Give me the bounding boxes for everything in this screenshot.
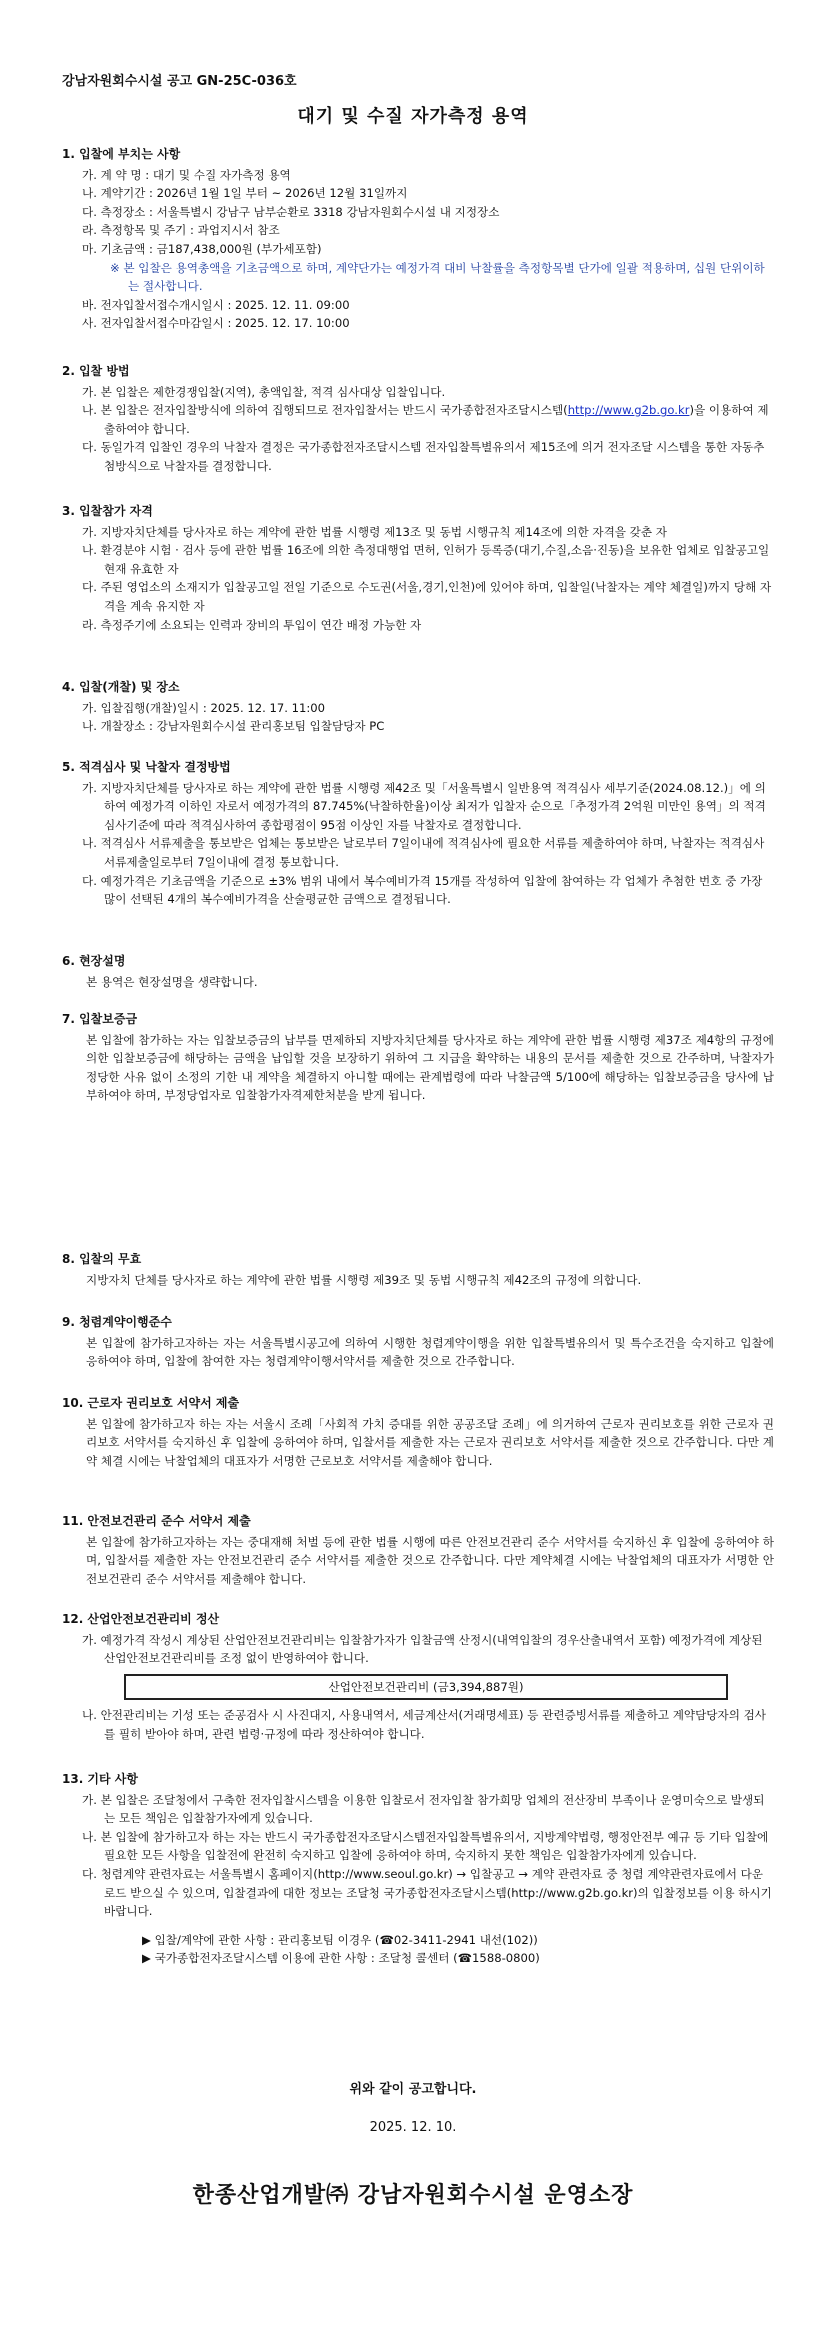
list-item: 나. 본 입찰에 참가하고자 하는 자는 반드시 국가종합전자조달시스템전자입찰특별유의서, 지방계약법령, 행정안전부 예규 등 기타 입찰에 필요한 모든 사항을 입찰전에 완전히 숙지하고 입찰에 응하여야 하며, 숙지하지 못한 책임은 입찰참가자에게 있습니다.: [82, 1829, 769, 1863]
list-item: 다. 측정장소 : 서울특별시 강남구 남부순환로 3318 강남자원회수시설 내 지정장소: [82, 204, 500, 219]
notice-number: 강남자원회수시설 공고 GN-25C-036호: [62, 74, 297, 89]
section-4: [62, 678, 774, 736]
list-item: 나. 개찰장소 : 강남자원회수시설 관리홍보팀 입찰담당자 PC: [82, 719, 385, 734]
page-title: 대기 및 수질 자가측정 용역: [297, 106, 529, 127]
list-item: 다. 예정가격은 기초금액을 기준으로 ±3% 범위 내에서 복수예비가격 15개를 작성하여 입찰에 참여하는 각 업체가 추첨한 번호 중 가장 많이 선택된 4개의 복수예비가격을 산술평균한 금액으로 결정됩니다.: [82, 873, 763, 907]
section-body: 본 입찰에 참가하고자 하는 자는 서울시 조례「사회적 가치 증대를 위한 공공조달 조례」에 의거하여 근로자 권리보호를 위한 근로자 권리보호 서약서를 숙지하신 후 입찰에 응하여야 하며, 입찰서를 제출한 자는 근로자 권리보호 서약서를 제출한 것으로 간주합니다. 다만 계약 체결 시에는 낙찰업체의 대표자가 서명한 근로보호 서약서를 제출해야 합니다.: [86, 1416, 774, 1468]
list-item: 마. 기초금액 : 금187,438,000원 (부가세포함): [82, 241, 322, 256]
list-item-text: 나. 본 입찰은 전자입찰방식에 의하여 집행되므로 전자입찰서는 반드시 국가종합전자조달시스템(: [82, 403, 568, 418]
section-8: [62, 1250, 774, 1289]
g2b-link[interactable]: http://www.g2b.go.kr: [567, 403, 690, 418]
list-item: 라. 측정항목 및 주기 : 과업지시서 참조: [82, 223, 280, 238]
list-item-text: )을 이용하여 제출하여야 합니다.: [104, 403, 769, 436]
contact-g2b: ▶ 국가종합전자조달시스템 이용에 관한 사항 : 조달청 콜센터 (☎1588-0800): [142, 1951, 540, 1966]
notice-date: 2025. 12. 10.: [369, 2120, 457, 2135]
section-6: [62, 952, 774, 991]
section-9: [62, 1313, 774, 1371]
section-heading: 8. 입찰의 무효: [62, 1252, 142, 1266]
section-heading: 4. 입찰(개찰) 및 장소: [62, 680, 180, 694]
section-body: 본 입찰에 참가하는 자는 입찰보증금의 납부를 면제하되 지방자치단체를 당사자로 하는 계약에 관한 법률 시행령 제37조 제4항의 규정에 의한 입찰보증금에 해당하는 금액을 납입할 것을 보장하기 위하여 그 지급을 확약하는 내용의 문서를 제출한 것으로 간주하며, 낙찰자가 정당한 사유 없이 소정의 기한 내 계약을 체결하지 아니할 때에는 관계법령에 따라 낙찰금액 5/100에 해당하는 입찰보증금을 당사에 납부하여야 하며, 부정당업자로 입찰참가자격제한처분을 받게 됩니다.: [86, 1032, 774, 1103]
section-2: [62, 362, 774, 476]
safety-cost-box: 산업안전보건관리비 (금3,394,887원): [124, 1674, 728, 1701]
list-item: 가. 본 입찰은 제한경쟁입찰(지역), 총액입찰, 적격 심사대상 입찰입니다.: [82, 384, 446, 399]
section-12: [62, 1610, 774, 1744]
section-body: 지방자치 단체를 당사자로 하는 계약에 관한 법률 시행령 제39조 및 동법 시행규칙 제42조의 규정에 의합니다.: [86, 1272, 642, 1287]
list-item: 나. 적격심사 서류제출을 통보받은 업체는 통보받은 날로부터 7일이내에 적격심사에 필요한 서류를 제출하여야 하며, 낙찰자는 적격심사 서류제출일로부터 7일이내에 결정 통보합니다.: [82, 836, 765, 869]
section-heading: 1. 입찰에 부치는 사항: [62, 147, 181, 161]
list-item: 가. 입찰집행(개찰)일시 : 2025. 12. 17. 11:00: [82, 700, 326, 715]
section-5: [62, 758, 774, 909]
list-item: 다. 청렴계약 관련자료는 서울특별시 홈페이지(http://www.seoul.go.kr) → 입찰공고 → 계약 관련자료 중 청렴 계약관련자료에서 다운로드 받으실 수 있으며, 입찰결과에 대한 정보는 조달청 국가종합전자조달시스템(http://www.g2b.go.kr)의 입찰정보를 이용 하시기 바랍니다.: [82, 1866, 772, 1919]
section-heading: 3. 입찰참가 자격: [62, 504, 153, 518]
list-item: 가. 지방자치단체를 당사자로 하는 계약에 관한 법률 시행령 제42조 및「서울특별시 일반용역 적격심사 세부기준(2024.08.12.)」에 의하여 예정가격 이하인 자로서 예정가격의 87.745%(낙찰하한율)이상 최저가 입찰자 순으로「추정가격 2억원 미만인 용역」의 적격심사기준에 따라 적격심사하여 종합평점이 95점 이상인 자를 낙찰자로 결정합니다.: [82, 780, 766, 832]
closing-statement: 위와 같이 공고합니다.: [349, 2082, 477, 2097]
list-item: [66, 401, 774, 438]
list-item: 나. 안전관리비는 기성 또는 준공검사 시 사진대지, 사용내역서, 세금계산서(거래명세표) 등 관련증빙서류를 제출하고 계약담당자의 검사를 필히 받아야 하며, 관련 법령·규정에 따라 정산하여야 합니다.: [82, 1708, 766, 1741]
section-1: [62, 145, 774, 333]
section-heading: 11. 안전보건관리 준수 서약서 제출: [62, 1514, 251, 1528]
section-heading: 5. 적격심사 및 낙찰자 결정방법: [62, 760, 231, 774]
price-note: ※ 본 입찰은 용역총액을 기초금액으로 하며, 계약단가는 예정가격 대비 낙찰률을 측정항목별 단가에 일괄 적용하며, 십원 단위이하는 절사합니다.: [110, 260, 765, 294]
section-11: [62, 1512, 774, 1588]
section-heading: 6. 현장설명: [62, 954, 126, 968]
section-body: 본 용역은 현장설명을 생략합니다.: [86, 974, 258, 989]
list-item: 가. 계 약 명 : 대기 및 수질 자가측정 용역: [82, 167, 291, 182]
list-item: 나. 계약기간 : 2026년 1월 1일 부터 ~ 2026년 12월 31일까지: [82, 186, 408, 201]
section-heading: 12. 산업안전보건관리비 정산: [62, 1612, 220, 1626]
list-item: 라. 측정주기에 소요되는 인력과 장비의 투입이 연간 배정 가능한 자: [82, 617, 422, 632]
section-heading: 7. 입찰보증금: [62, 1012, 138, 1026]
section-heading: 10. 근로자 권리보호 서약서 제출: [62, 1396, 240, 1410]
section-heading: 2. 입찰 방법: [62, 364, 130, 378]
list-item: 다. 동일가격 입찰인 경우의 낙찰자 결정은 국가종합전자조달시스템 전자입찰특별유의서 제15조에 의거 전자조달 시스템을 통한 자동추첨방식으로 낙찰자를 결정합니다.: [82, 440, 765, 473]
list-item: 다. 주된 영업소의 소재지가 입찰공고일 전일 기준으로 수도권(서울,경기,인천)에 있어야 하며, 입찰일(낙찰자는 계약 체결일)까지 당해 자격을 계속 유지한 자: [82, 580, 772, 613]
list-item: 가. 지방자치단체를 당사자로 하는 계약에 관한 법률 시행령 제13조 및 동법 시행규칙 제14조에 의한 자격을 갖춘 자: [82, 524, 667, 539]
list-item: 바. 전자입찰서접수개시일시 : 2025. 12. 11. 09:00: [82, 297, 350, 312]
list-item: 나. 환경분야 시험 · 검사 등에 관한 법률 16조에 의한 측정대행업 면허, 인허가 등록증(대기,수질,소음·진동)을 보유한 업체로 입찰공고일 현재 유효한 자: [82, 543, 770, 576]
section-3: [62, 502, 774, 634]
section-body: 본 입찰에 참가하고자하는 자는 서울특별시공고에 의하여 시행한 청렴계약이행을 위한 입찰특별유의서 및 특수조건을 숙지하고 입찰에 응하여야 하며, 입찰에 참여한 자는 청렴계약이행서약서를 제출한 것으로 간주합니다.: [86, 1335, 774, 1369]
contact-bidding: ▶ 입찰/계약에 관한 사항 : 관리홍보팀 이경우 (☎02-3411-2941 내선(102)): [142, 1932, 538, 1947]
section-heading: 13. 기타 사항: [62, 1772, 138, 1786]
section-7: [62, 1010, 774, 1105]
list-item: 가. 본 입찰은 조달청에서 구축한 전자입찰시스템을 이용한 입찰로서 전자입찰 참가희망 업체의 전산장비 부족이나 운영미숙으로 발생되는 모든 책임은 입찰참가자에게 있습니다.: [82, 1792, 765, 1826]
list-item: 가. 예정가격 작성시 계상된 산업안전보건관리비는 입찰참가자가 입찰금액 산정시(내역입찰의 경우산출내역서 포함) 예정가격에 계상된 산업안전보건관리비를 조정 없이 반영하여야 합니다.: [82, 1632, 763, 1666]
section-heading: 9. 청렴계약이행준수: [62, 1315, 172, 1329]
section-10: [62, 1394, 774, 1470]
issuer-name: 한종산업개발㈜ 강남자원회수시설 운영소장: [192, 2183, 634, 2208]
list-item: 사. 전자입찰서접수마감일시 : 2025. 12. 17. 10:00: [82, 316, 350, 331]
section-13: [62, 1770, 774, 1968]
section-body: 본 입찰에 참가하고자하는 자는 중대재해 처벌 등에 관한 법률 시행에 따른 안전보건관리 준수 서약서를 숙지하신 후 입찰에 응하여야 하며, 입찰서를 제출한 자는 안전보건관리 준수 서약서를 제출한 것으로 간주합니다. 다만 계약체결 시에는 낙찰업체의 대표자가 서명한 안전보건관리 준수 서약서를 제출해야 합니다.: [86, 1534, 774, 1586]
